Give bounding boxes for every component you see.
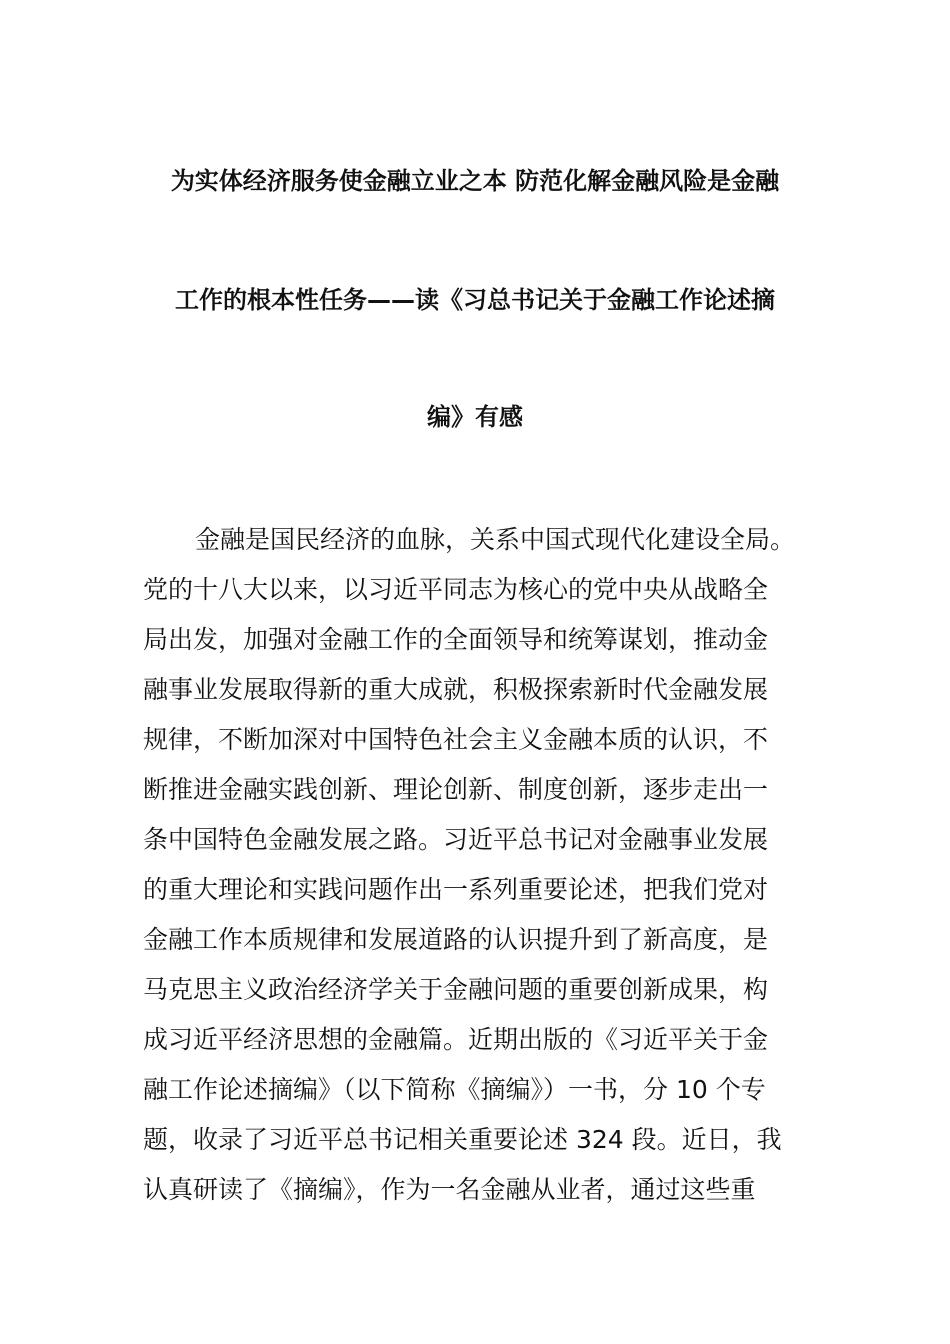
paragraph-line: 认真研读了《摘编》，作为一名金融从业者，通过这些重 [143, 1175, 756, 1204]
paragraph-line: 条中国特色金融发展之路。习近平总书记对金融事业发展 [143, 825, 769, 854]
paragraph-line: 题，收录了习近平总书记相关重要论述 324 段。近日，我 [143, 1125, 782, 1154]
paragraph-line: 断推进金融实践创新、理论创新、制度创新，逐步走出一 [143, 775, 769, 804]
paragraph-line: 金融是国民经济的血脉，关系中国式现代化建设全局。 [195, 525, 796, 554]
paragraph-line: 融事业发展取得新的重大成就，积极探索新时代金融发展 [143, 675, 769, 704]
paragraph-line: 马克思主义政治经济学关于金融问题的重要创新成果，构 [143, 975, 769, 1004]
paragraph-line: 的重大理论和实践问题作出一系列重要论述，把我们党对 [143, 875, 769, 904]
paragraph-line: 融工作论述摘编》（以下简称《摘编》）一书，分 10 个专 [143, 1075, 766, 1104]
paragraph-line: 局出发，加强对金融工作的全面领导和统筹谋划，推动金 [143, 625, 769, 654]
paragraph-line: 金融工作本质规律和发展道路的认识提升到了新高度，是 [143, 925, 769, 954]
paragraph-line: 党的十八大以来，以习近平同志为核心的党中央从战略全 [143, 575, 769, 604]
paragraph-line: 规律，不断加深对中国特色社会主义金融本质的认识，不 [143, 725, 769, 754]
document-title-line-3: 编》有感 [427, 403, 523, 431]
paragraph-line: 成习近平经济思想的金融篇。近期出版的《习近平关于金 [143, 1025, 769, 1054]
document-title-line-1: 为实体经济服务使金融立业之本 防范化解金融风险是金融 [170, 167, 780, 195]
document-title-line-2: 工作的根本性任务——读《习总书记关于金融工作论述摘 [175, 286, 775, 314]
